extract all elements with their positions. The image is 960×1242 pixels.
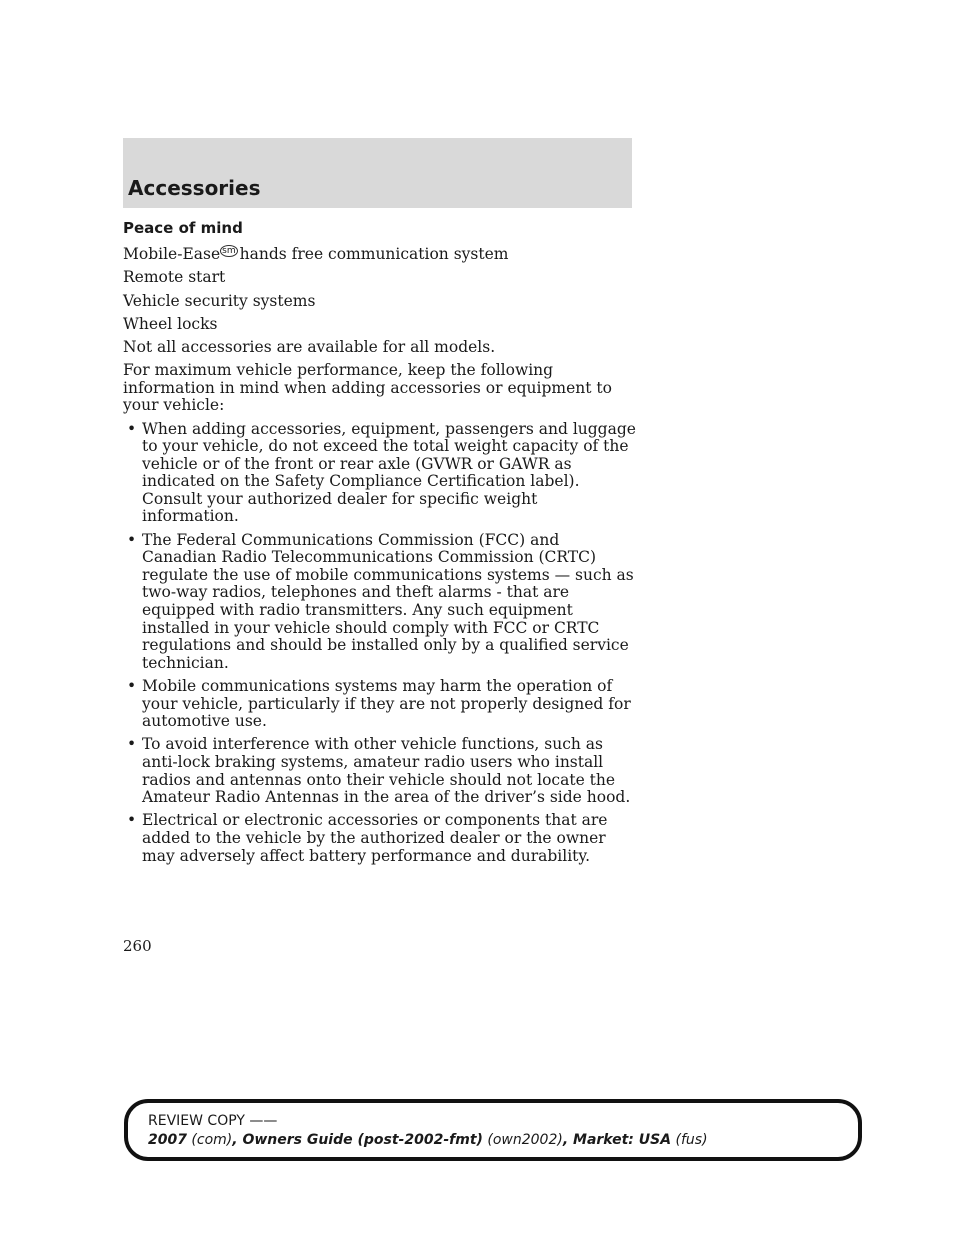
review-year: 2007 — [148, 1132, 187, 1148]
bullet-dot: • — [127, 419, 137, 438]
paragraph: For maximum vehicle performance, keep the following information in mind when adding accessories or equipment to your vehicle: — [123, 361, 612, 415]
bullet-dot: • — [127, 811, 137, 830]
list-item — [123, 243, 638, 264]
bullet-text: The Federal Communications Commission (FCC) and Canadian Radio Telecommunications Commission (CRTC) regulate the use of mobile communications systems — such as two-way radios, telephones and theft alarms - that are equipped with radio transmitters. Any such equipment installed in your vehicle should comply with FCC or CRTC regulations and should be installed only by a qualified service technician. — [142, 530, 634, 672]
bullet-item — [123, 532, 638, 673]
bullet-item — [123, 736, 638, 806]
paragraph: Not all accessories are available for all models. — [123, 337, 496, 356]
item-suffix: hands free communication system — [239, 245, 509, 264]
service-mark-symbol: sm — [222, 246, 236, 257]
list-item: Remote start — [123, 268, 226, 287]
review-market: USA — [638, 1132, 672, 1148]
bullet-dot: • — [127, 677, 137, 695]
page-number: 260 — [123, 937, 152, 955]
bullet-text: Mobile communications systems may harm the operation of your vehicle, particularly if they are not properly designed for automotive use. — [142, 677, 631, 731]
review-copy-details — [148, 1131, 858, 1150]
page-content — [123, 220, 638, 871]
bullet-item — [123, 678, 638, 731]
review-copy-box — [124, 1099, 862, 1161]
bullet-text: When adding accessories, equipment, passengers and luggage to your vehicle, do not exceed the total weight capacity of the vehicle or of the front or rear axle (GVWR or GAWR as indicated on the Safety Compliance Certification label). Consult your authorized dealer for specific weight information. — [142, 419, 636, 526]
list-item: Vehicle security systems — [123, 291, 316, 310]
review-code: (own2002) — [482, 1132, 563, 1148]
bullet-item — [123, 812, 638, 865]
review-com: (com) — [186, 1132, 233, 1148]
bullet-dot: • — [127, 735, 137, 754]
review-guide: , Owners Guide (post-2002-fmt) — [232, 1132, 483, 1148]
list-item: Wheel locks — [123, 314, 218, 333]
review-fus: (fus) — [671, 1132, 708, 1148]
review-copy-label: REVIEW COPY —— — [148, 1113, 278, 1129]
bullet-text: To avoid interference with other vehicle functions, such as anti-lock braking systems, amateur radio users who install radios and antennas onto their vehicle should not locate the Amateur Radio Antennas in the area of the driver’s side hood. — [142, 735, 631, 807]
item-prefix: Mobile-Ease — [123, 245, 221, 264]
section-title: Accessories — [128, 176, 261, 200]
review-market-label: , Market: — [562, 1132, 639, 1148]
bullet-item — [123, 421, 638, 527]
bullet-text: Electrical or electronic accessories or components that are added to the vehicle by the authorized dealer or the owner may adversely affect battery performance and durability. — [142, 811, 608, 865]
subheading: Peace of mind — [123, 219, 243, 237]
bullet-dot: • — [127, 530, 137, 549]
